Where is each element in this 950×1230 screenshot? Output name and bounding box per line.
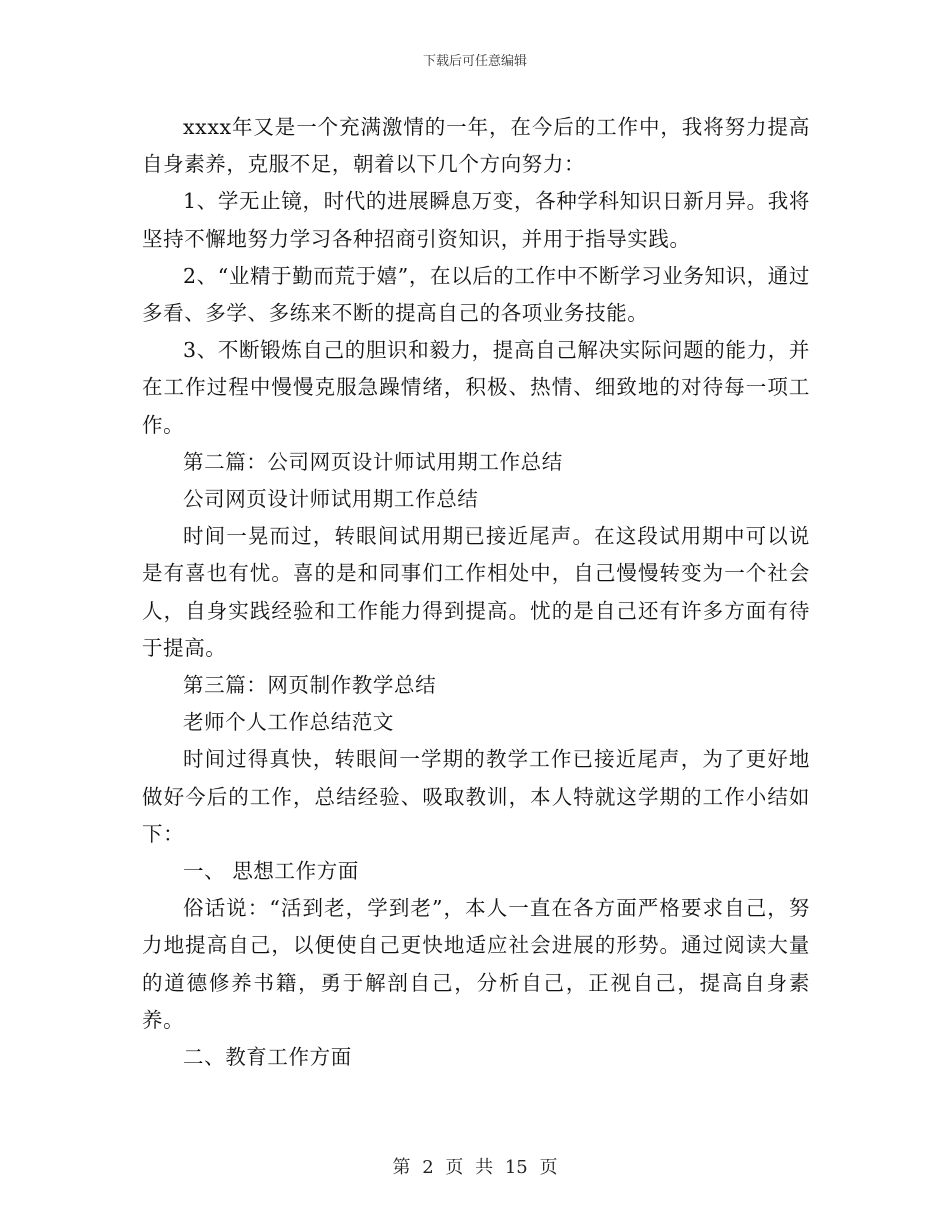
- paragraph-point-1: 1、学无止镜，时代的进展瞬息万变，各种学科知识日新月异。我将坚持不懈地努力学习各种招商引资知识，并用于指导实践。: [142, 189, 810, 251]
- paragraph-part-3-intro: 时间过得真快，转眼间一学期的教学工作已接近尾声，为了更好地做好今后的工作，总结经验、吸取教训，本人特就这学期的工作小结如下：: [142, 747, 810, 846]
- paragraph-point-2: 2、“业精于勤而荒于嬉”，在以后的工作中不断学习业务知识，通过多看、多学、多练来不断的提高自己的各项业务技能。: [142, 263, 810, 326]
- section-heading-part-2: 第二篇：公司网页设计师试用期工作总结: [183, 449, 563, 474]
- paragraph-intro: xxxx年又是一个充满激情的一年，在今后的工作中，我将努力提高自身素养，克服不足，朝着以下几个方向努力：: [142, 115, 810, 177]
- section-heading-part-3: 第三篇：网页制作教学总结: [183, 673, 437, 698]
- page-number-footer: 第 2 页 共 15 页: [392, 1157, 558, 1178]
- document-body: [142, 109, 810, 1076]
- subheading-ideology: 一、 思想工作方面: [183, 859, 359, 884]
- section-title-part-3: 老师个人工作总结范文: [183, 710, 394, 735]
- subheading-education: 二、教育工作方面: [183, 1045, 352, 1070]
- page-header-note: 下载后可任意编辑: [422, 54, 527, 69]
- section-title-part-2: 公司网页设计师试用期工作总结: [183, 487, 479, 512]
- paragraph-part-2-body: 时间一晃而过，转眼间试用期已接近尾声。在这段试用期中可以说是有喜也有忧。喜的是和同事们工作相处中，自己慢慢转变为一个社会人，自身实践经验和工作能力得到提高。忧的是自己还有许多方面有待于提高。: [142, 524, 810, 660]
- paragraph-point-3: 3、不断锻炼自己的胆识和毅力，提高自己解决实际问题的能力，并在工作过程中慢慢克服急躁情绪，积极、热情、细致地的对待每一项工作。: [142, 338, 810, 437]
- paragraph-ideology-body: 俗话说：“活到老，学到老”，本人一直在各方面严格要求自己，努力地提高自己，以便使自己更快地适应社会进展的形势。通过阅读大量的道德修养书籍，勇于解剖自己，分析自己，正视自己，提高自身素养。: [142, 896, 810, 1032]
